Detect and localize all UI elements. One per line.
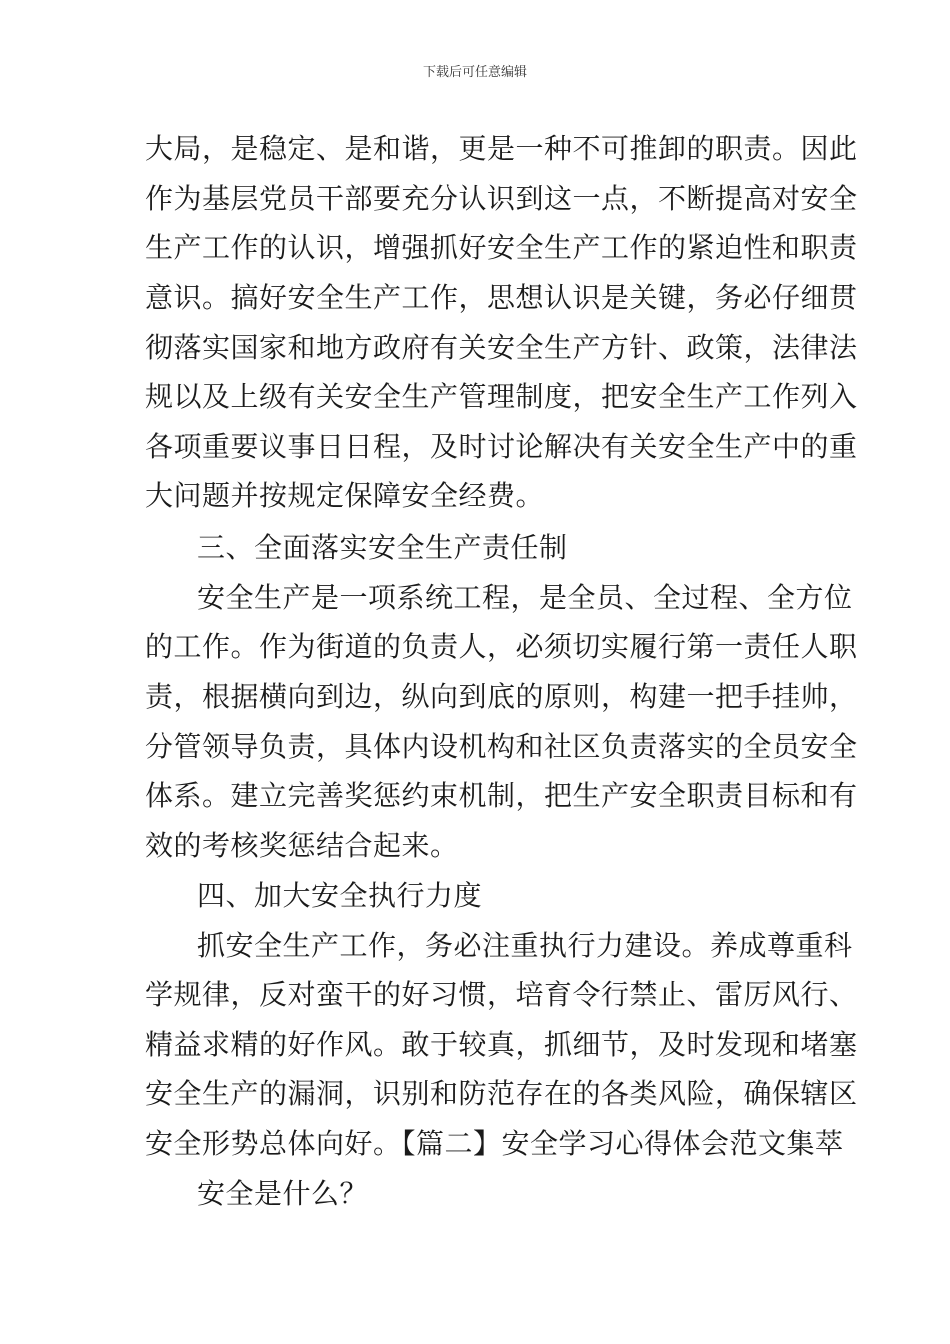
text-line: 安全生产是一项系统工程，是全员、全过程、全方位: [197, 581, 853, 614]
text-line: 彻落实国家和地方政府有关安全生产方针、政策，法律法: [145, 331, 858, 364]
text-line: 效的考核奖惩结合起来。: [145, 829, 459, 862]
text-line: 意识。搞好安全生产工作，思想认识是关键，务必仔细贯: [145, 281, 858, 314]
text-line: 规以及上级有关安全生产管理制度，把安全生产工作列入: [145, 380, 858, 413]
text-line: 安全是什么？: [197, 1177, 369, 1210]
text-line: 生产工作的认识，增强抓好安全生产工作的紧迫性和职责: [145, 231, 858, 264]
text-line: 精益求精的好作风。敢于较真，抓细节，及时发现和堵塞: [145, 1028, 858, 1061]
page-header: 下载后可任意编辑: [422, 65, 527, 80]
text-line: 安全生产的漏洞，识别和防范存在的各类风险，确保辖区: [145, 1077, 858, 1110]
text-line: 作为基层党员干部要充分认识到这一点，不断提高对安全: [145, 182, 858, 215]
text-line: 的工作。作为街道的负责人，必须切实履行第一责任人职: [145, 630, 858, 663]
section-heading: 四、加大安全执行力度: [197, 879, 483, 912]
text-line: 大问题并按规定保障安全经费。: [145, 479, 545, 512]
text-line: 学规律，反对蛮干的好习惯，培育令行禁止、雷厉风行、: [145, 978, 858, 1011]
text-line: 抓安全生产工作，务必注重执行力建设。养成尊重科: [197, 929, 853, 962]
text-line: 责，根据横向到边，纵向到底的原则，构建一把手挂帅，: [145, 680, 858, 713]
section-heading: 三、全面落实安全生产责任制: [197, 531, 568, 564]
text-line: 分管领导负责，具体内设机构和社区负责落实的全员安全: [145, 730, 858, 763]
text-line: 大局，是稳定、是和谐，更是一种不可推卸的职责。因此: [145, 132, 858, 165]
text-line: 体系。建立完善奖惩约束机制，把生产安全职责目标和有: [145, 779, 858, 812]
text-line: 各项重要议事日日程，及时讨论解决有关安全生产中的重: [145, 430, 858, 463]
text-line: 安全形势总体向好。【篇二】安全学习心得体会范文集萃: [145, 1127, 844, 1160]
